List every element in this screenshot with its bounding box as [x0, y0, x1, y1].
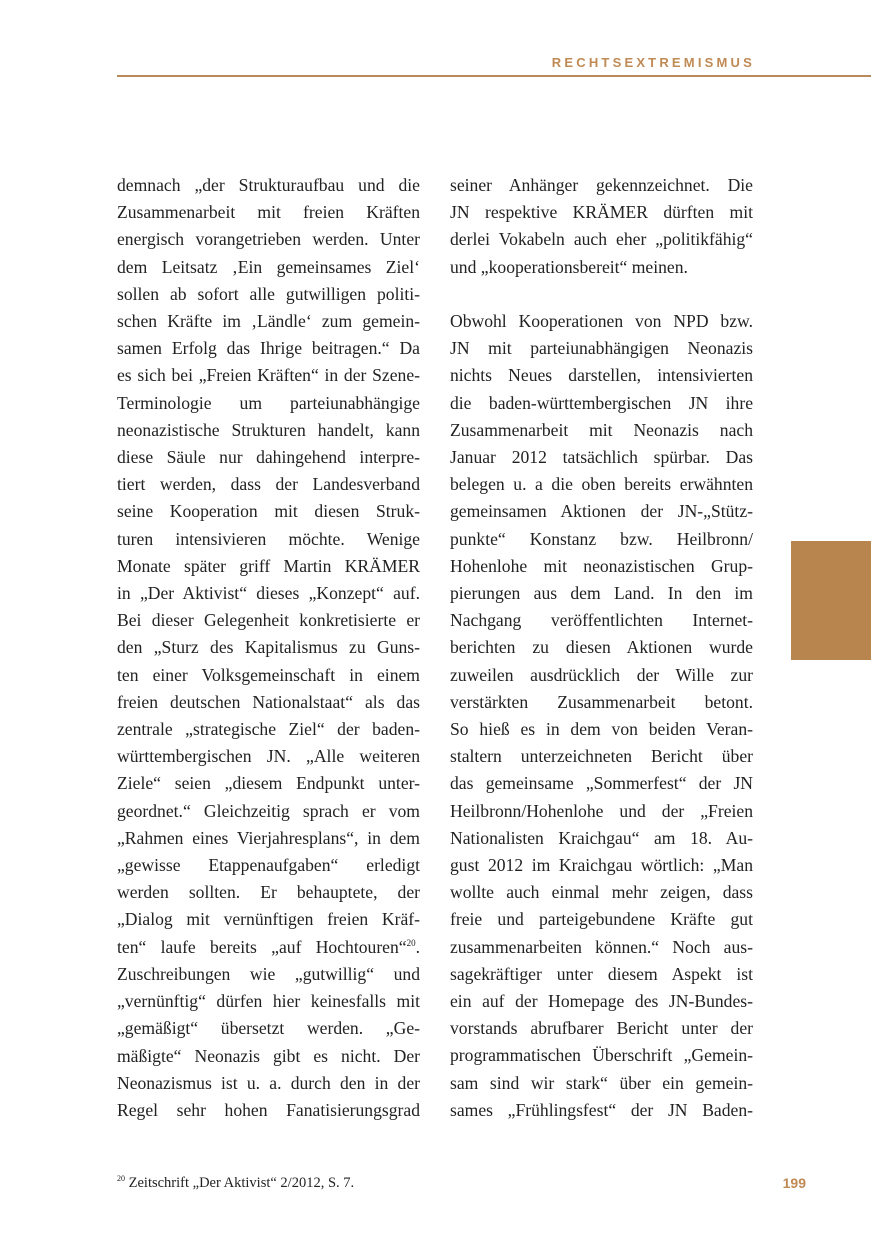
text-line-content: „gemäßigt“ übersetzt werden. „Ge- [117, 1018, 420, 1039]
text-line [117, 498, 420, 525]
text-line [117, 444, 420, 471]
text-line-content: zuweilen ausdrücklich der Wille zur [450, 664, 753, 685]
text-line [117, 335, 420, 362]
text-line-content: das gemeinsame „Sommerfest“ der JN [450, 773, 753, 794]
text-line-content: Regel sehr hohen Fanatisierungsgrad [117, 1099, 420, 1120]
text-line [117, 634, 420, 661]
text-line-content: diese Säule nur dahingehend interpre- [117, 447, 420, 468]
text-line-content: gust 2012 im Kraichgau wörtlich: „Man [450, 855, 753, 876]
text-line-content: So hieß es in dem von beiden Veran- [450, 719, 753, 740]
text-line-content: pierungen aus dem Land. In den im [450, 583, 753, 604]
text-line [117, 526, 420, 553]
text-line [450, 689, 753, 716]
text-line-content: Heilbronn/Hohenlohe und der „Freien [450, 800, 753, 821]
right-text-column [450, 172, 753, 1124]
text-line [117, 662, 420, 689]
text-line-content: tiert werden, dass der Landesverband [117, 474, 420, 495]
text-line-content: mäßigte“ Neonazis gibt es nicht. Der [117, 1045, 420, 1066]
text-line [450, 798, 753, 825]
text-line [117, 199, 420, 226]
text-line-content: Zusammenarbeit mit Neonazis nach [450, 419, 753, 440]
text-line-content: in „Der Aktivist“ dieses „Konzept“ auf. [117, 583, 420, 604]
text-line [117, 308, 420, 335]
text-line-content: samen Erfolg das Ihrige beitragen.“ Da [117, 338, 420, 359]
text-line [450, 988, 753, 1015]
text-line [117, 471, 420, 498]
text-line [450, 172, 753, 199]
text-line [450, 662, 753, 689]
text-line-content: JN mit parteiunabhängigen Neonazis [450, 338, 753, 359]
text-line [117, 716, 420, 743]
text-line-content: berichten zu diesen Aktionen wurde [450, 637, 753, 658]
text-line [117, 1070, 420, 1097]
text-line [117, 580, 420, 607]
text-line-content: Monate später griff Martin KRÄMER [117, 555, 420, 576]
text-line-content: gemeinsamen Aktionen der JN-„Stütz- [450, 501, 753, 522]
text-line [117, 1097, 420, 1124]
text-line [450, 961, 753, 988]
text-line [450, 254, 753, 281]
text-line-content: sollen ab sofort alle gutwilligen politi- [117, 283, 420, 304]
text-line [117, 961, 420, 988]
text-line-content: schen Kräfte im ‚Ländle‘ zum gemein- [117, 311, 420, 332]
text-line-content: seiner Anhänger gekennzeichnet. Die [450, 175, 753, 195]
text-line [450, 498, 753, 525]
chapter-tab-marker [791, 541, 871, 660]
text-line-content: ein auf der Homepage des JN-Bundes- [450, 991, 753, 1012]
page-number: 199 [782, 1175, 806, 1191]
text-line-content: JN respektive KRÄMER dürften mit [450, 202, 753, 223]
text-line-content: sames „Frühlingsfest“ der JN Baden- [450, 1099, 753, 1120]
text-line-content: „Rahmen eines Vierjahresplans“, in dem [117, 827, 420, 848]
text-line [117, 281, 420, 308]
text-line-content: die baden-württembergischen JN ihre [450, 392, 753, 413]
paragraph-1 [450, 172, 753, 281]
text-line-content: ten“ laufe bereits „auf Hochtouren“ [117, 936, 407, 957]
footnote-reference[interactable]: 20 [406, 937, 416, 948]
text-line-content: freien deutschen Nationalstaat“ als das [117, 691, 420, 712]
text-line-content: programmatischen Überschrift „Gemein- [450, 1045, 753, 1066]
text-line-content: Hohenlohe mit neonazistischen Grup- [450, 555, 753, 576]
text-line [450, 825, 753, 852]
text-line [450, 1070, 753, 1097]
text-line-content: dem Leitsatz ‚Ein gemeinsames Ziel‘ [117, 256, 420, 277]
text-line-content: Neonazismus ist u. a. durch den in der [117, 1072, 420, 1093]
text-line-content: geordnet.“ Gleichzeitig sprach er vom [117, 800, 420, 821]
text-line [117, 879, 420, 906]
text-line-content: Terminologie um parteiunabhängige [117, 392, 420, 413]
text-line-content: Zuschreibungen wie „gutwillig“ und [117, 963, 420, 984]
text-line [450, 362, 753, 389]
text-line [117, 743, 420, 770]
text-line [117, 689, 420, 716]
left-text-column [117, 172, 420, 1124]
text-line [450, 879, 753, 906]
text-line-content: Zusammenarbeit mit freien Kräften [117, 202, 420, 223]
text-line-content: „vernünftig“ dürfen hier keinesfalls mit [117, 991, 420, 1012]
text-line [117, 254, 420, 281]
text-line [450, 906, 753, 933]
text-line-content: den „Sturz des Kapitalismus zu Guns- [117, 637, 420, 658]
text-line [117, 1043, 420, 1070]
text-line [117, 417, 420, 444]
text-line [450, 526, 753, 553]
header-rule [117, 75, 871, 77]
text-line [450, 743, 753, 770]
text-line-content: neonazistische Strukturen handelt, kann [117, 419, 420, 440]
text-line [117, 1015, 420, 1042]
text-line [450, 716, 753, 743]
text-line [450, 390, 753, 417]
text-line-content: seine Kooperation mit diesen Struk- [117, 501, 420, 522]
text-line [117, 798, 420, 825]
text-line-content: freie und parteigebundene Kräfte gut [450, 909, 753, 930]
text-line [117, 553, 420, 580]
text-line-content: zusammenarbeiten können.“ Noch aus- [450, 936, 753, 957]
text-line-content: energisch vorangetrieben werden. Unter [117, 229, 420, 250]
text-line [450, 607, 753, 634]
text-line [450, 770, 753, 797]
text-line-content: turen intensivieren möchte. Wenige [117, 528, 420, 549]
text-line [450, 852, 753, 879]
text-line [450, 471, 753, 498]
text-line-content: derlei Vokabeln auch eher „politikfähig“ [450, 229, 753, 250]
footnote-number: 20 [117, 1174, 125, 1183]
text-line [117, 825, 420, 852]
text-line: ten“ laufe bereits „auf Hochtouren“$^{20}$. [117, 936, 420, 957]
running-header: RECHTSEXTREMISMUS [551, 55, 755, 70]
text-line [450, 308, 753, 335]
text-line [117, 770, 420, 797]
text-line-content: vorstands abrufbarer Bericht unter der [450, 1018, 753, 1039]
paragraph-2 [450, 308, 753, 1124]
text-line [117, 906, 420, 933]
text-line [450, 444, 753, 471]
text-line-content: werden sollten. Er behauptete, der [117, 882, 420, 903]
text-line [450, 226, 753, 253]
text-line [117, 607, 420, 634]
text-line [450, 580, 753, 607]
text-line-content: württembergischen JN. „Alle weiteren [117, 746, 420, 767]
text-line-content: verstärkten Zusammenarbeit betont. [450, 691, 753, 712]
text-line-content: ten einer Volksgemeinschaft in einem [117, 664, 420, 685]
text-line-content: Bei dieser Gelegenheit konkretisierte er [117, 610, 420, 631]
text-line-content: „gewisse Etappenaufgaben“ erledigt [117, 855, 420, 876]
text-line [450, 934, 753, 961]
text-line [450, 1097, 753, 1124]
text-line-content: staltern unterzeichneten Bericht über [450, 746, 753, 767]
text-line [450, 335, 753, 362]
text-line-content: sam sind wir stark“ über ein gemein- [450, 1072, 753, 1093]
text-line [450, 634, 753, 661]
text-line [117, 172, 420, 199]
text-line [450, 199, 753, 226]
text-line [117, 226, 420, 253]
text-line-content: demnach „der Strukturaufbau und die [117, 175, 420, 195]
text-line-content: punkte“ Konstanz bzw. Heilbronn/ [450, 528, 753, 549]
text-line-content: Obwohl Kooperationen von NPD bzw. [450, 311, 753, 331]
text-line [117, 852, 420, 879]
footnote-text: Zeitschrift „Der Aktivist“ 2/2012, S. 7. [125, 1174, 355, 1191]
text-line-content: „Dialog mit vernünftigen freien Kräf- [117, 909, 420, 930]
text-line [117, 988, 420, 1015]
text-line-content: belegen u. a die oben bereits erwähnten [450, 474, 753, 495]
text-line-content: zentrale „strategische Ziel“ der baden- [117, 719, 420, 740]
text-line [450, 1015, 753, 1042]
paragraph-gap [450, 281, 753, 308]
text-line [450, 1042, 753, 1069]
text-line-content: es sich bei „Freien Kräften“ in der Szene- [117, 365, 420, 386]
text-line [117, 362, 420, 389]
text-line [450, 417, 753, 444]
text-line-content: und „kooperationsbereit“ meinen. [450, 256, 688, 277]
text-line-content: nichts Neues darstellen, intensivierten [450, 365, 753, 386]
text-line [450, 553, 753, 580]
text-line [117, 390, 420, 417]
text-line-content: sagekräftiger unter diesem Aspekt ist [450, 963, 753, 984]
text-line-content: Januar 2012 tatsächlich spürbar. Das [450, 447, 753, 468]
text-line-content: Ziele“ seien „diesem Endpunkt unter- [117, 773, 420, 794]
text-line-content: Nationalisten Kraichgau“ am 18. Au- [450, 827, 753, 848]
footnote [117, 1174, 354, 1192]
text-line-content: Nachgang veröffentlichten Internet- [450, 610, 753, 631]
text-line-content: wollte auch einmal mehr zeigen, dass [450, 882, 753, 903]
